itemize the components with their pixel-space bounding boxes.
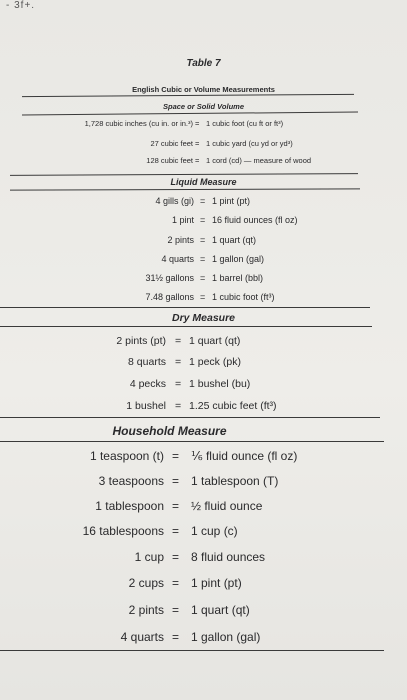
row-right: 16 fluid ounces (fl oz) xyxy=(212,215,298,225)
row-right: 1 barrel (bbl) xyxy=(212,273,264,283)
row-left: 4 quarts xyxy=(120,630,164,644)
row-left: 2 pints xyxy=(167,235,194,245)
row-equals: = xyxy=(172,499,180,513)
row-equals: = xyxy=(175,400,182,412)
section-rule-liquid xyxy=(10,188,360,190)
row-equals: = xyxy=(200,254,206,264)
row-equals: = xyxy=(172,576,180,590)
row-right: 1 quart (qt) xyxy=(189,335,241,347)
row-right: 1 peck (pk) xyxy=(189,356,241,368)
row-equals: = xyxy=(200,196,206,206)
row-equals: = xyxy=(172,550,180,564)
row-equals: = xyxy=(172,630,180,644)
row-left: 4 quarts xyxy=(161,254,194,264)
row-left: 31½ gallons xyxy=(145,273,194,283)
row-right: 1.25 cubic feet (ft³) xyxy=(189,400,277,412)
row-left: 3 teaspoons xyxy=(98,474,164,488)
table-bottom-rule xyxy=(0,650,384,651)
row-right: 1 quart (qt) xyxy=(191,603,250,617)
row-left: 27 cubic feet xyxy=(150,139,193,148)
row-right: 8 fluid ounces xyxy=(191,550,266,564)
section-rule-space xyxy=(22,112,358,116)
row-equals: = xyxy=(175,335,182,347)
row-left: 4 pecks xyxy=(129,378,166,390)
row-left: 2 pints xyxy=(128,603,164,617)
row-equals: = xyxy=(200,273,206,283)
row-left: 1,728 cubic inches (cu in. or in.³) xyxy=(84,119,193,128)
row-left: 1 pint xyxy=(171,215,194,225)
section-title-dry: Dry Measure xyxy=(171,312,236,324)
row-equals: = xyxy=(195,119,200,128)
table-title: Table 7 xyxy=(186,58,221,69)
row-equals: = xyxy=(175,378,182,390)
row-left: 128 cubic feet xyxy=(146,156,193,165)
row-left: 2 pints (pt) xyxy=(116,335,166,347)
row-left: 1 tablespoon xyxy=(95,499,164,513)
row-right: 1 cup (c) xyxy=(191,524,238,538)
row-equals: = xyxy=(195,156,200,165)
row-equals: = xyxy=(172,524,180,538)
row-equals: = xyxy=(200,292,206,302)
row-left: 8 quarts xyxy=(128,356,166,368)
row-left: 1 teaspoon (t) xyxy=(89,449,164,463)
row-left: 2 cups xyxy=(128,576,164,590)
row-left: 16 tablespoons xyxy=(82,524,164,538)
row-equals: = xyxy=(200,215,206,225)
row-equals: = xyxy=(172,449,180,463)
row-right: 1 cubic foot (cu ft or ft³) xyxy=(206,119,284,128)
row-right: 1 cord (cd) — measure of wood xyxy=(206,156,312,165)
row-equals: = xyxy=(175,356,182,368)
heading-rule xyxy=(22,94,354,97)
main-heading: English Cubic or Volume Measurements xyxy=(132,85,275,94)
row-right: 1 cubic yard (cu yd or yd³) xyxy=(206,139,293,148)
row-right: 1 bushel (bu) xyxy=(189,378,251,390)
row-right: 1 quart (qt) xyxy=(212,235,257,245)
row-left: 7.48 gallons xyxy=(145,292,194,302)
section-title-liquid: Liquid Measure xyxy=(170,177,237,187)
row-left: 1 cup xyxy=(134,550,164,564)
section-title-household: Household Measure xyxy=(112,424,227,438)
row-equals: = xyxy=(172,603,180,617)
row-left: 1 bushel xyxy=(126,400,166,412)
row-right: 1 cubic foot (ft³) xyxy=(212,292,275,302)
row-right: 1 gallon (gal) xyxy=(191,630,261,644)
section-rule-household-top xyxy=(0,417,380,418)
section-title-space: Space or Solid Volume xyxy=(163,102,244,111)
row-left: 4 gills (gi) xyxy=(155,196,194,206)
section-rule-liquid-top xyxy=(10,173,358,176)
row-right: 1 pint (pt) xyxy=(212,196,251,206)
row-equals: = xyxy=(172,474,180,488)
handwritten-scribble: - 3f+. xyxy=(6,0,36,11)
row-equals: = xyxy=(200,235,206,245)
row-right: ½ fluid ounce xyxy=(191,499,263,513)
row-right: 1 tablespoon (T) xyxy=(191,474,279,488)
section-rule-dry xyxy=(0,326,372,327)
row-right: 1 gallon (gal) xyxy=(212,254,265,264)
row-right: ⅙ fluid ounce (fl oz) xyxy=(191,449,298,463)
row-right: 1 pint (pt) xyxy=(191,576,242,590)
section-rule-household xyxy=(0,441,384,442)
row-equals: = xyxy=(195,139,200,148)
section-rule-dry-top xyxy=(0,307,370,308)
